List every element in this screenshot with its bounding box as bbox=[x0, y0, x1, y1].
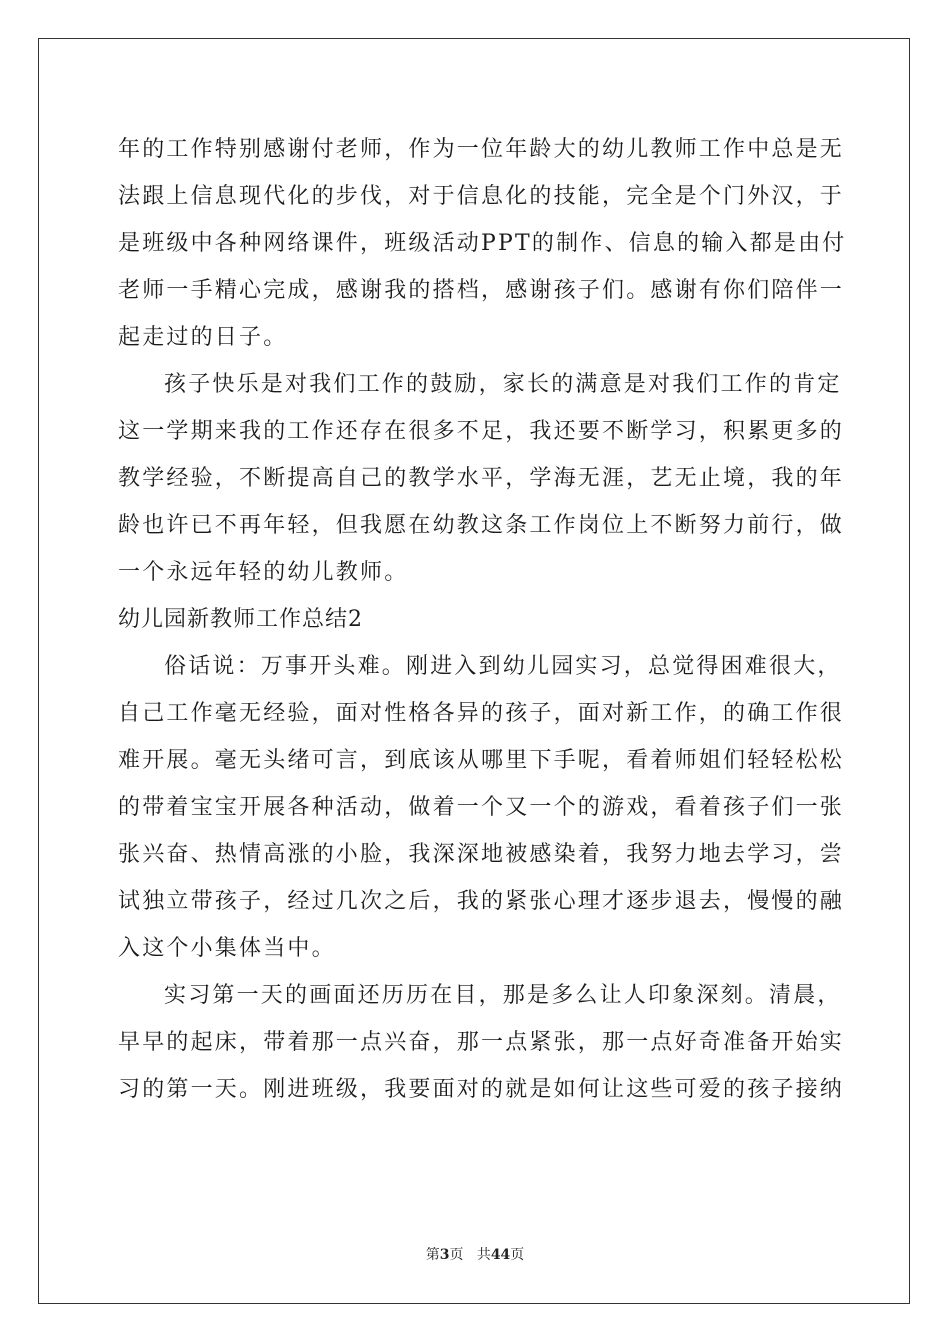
text-line: 试独立带孩子，经过几次之后，我的紧张心理才逐步退去，慢慢的融 bbox=[118, 889, 845, 914]
text-line: 起走过的日子。 bbox=[118, 325, 288, 350]
paragraph-group-1 bbox=[118, 126, 847, 596]
text-line: 习的第一天。刚进班级，我要面对的就是如何让这些可爱的孩子接纳 bbox=[118, 1077, 845, 1102]
paragraph bbox=[118, 361, 845, 596]
text-line: 这一学期来我的工作还存在很多不足，我还要不断学习，积累更多的 bbox=[118, 419, 845, 444]
text-line: 年的工作特别感谢付老师，作为一位年龄大的幼儿教师工作中总是无 bbox=[118, 137, 845, 162]
text-line: 孩子快乐是对我们工作的鼓励，家长的满意是对我们工作的肯定 bbox=[164, 372, 842, 397]
footer-total-pages: 44 bbox=[490, 1247, 511, 1263]
text-line: 自己工作毫无经验，面对性格各异的孩子，面对新工作，的确工作很 bbox=[118, 701, 845, 726]
footer-total-prefix: 共 bbox=[476, 1247, 491, 1263]
page-footer bbox=[0, 1244, 950, 1264]
paragraph bbox=[118, 972, 845, 1113]
document-body bbox=[118, 126, 847, 1113]
text-line: 早早的起床，带着那一点兴奋，那一点紧张，那一点好奇准备开始实 bbox=[118, 1030, 845, 1055]
footer-page-suffix: 页 bbox=[449, 1247, 464, 1263]
paragraph bbox=[118, 126, 847, 361]
footer-page-prefix: 第 bbox=[425, 1247, 440, 1263]
text-line: 的带着宝宝开展各种活动，做着一个又一个的游戏，看着孩子们一张 bbox=[118, 795, 845, 820]
paragraph-group-2 bbox=[118, 643, 845, 1113]
text-line: 实习第一天的画面还历历在目，那是多么让人印象深刻。清晨， bbox=[164, 983, 842, 1008]
text-line: 难开展。毫无头绪可言，到底该从哪里下手呢，看着师姐们轻轻松松 bbox=[118, 748, 845, 773]
text-line: 是班级中各种网络课件，班级活动PPT的制作、信息的输入都是由付 bbox=[118, 231, 847, 256]
text-line: 张兴奋、热情高涨的小脸，我深深地被感染着，我努力地去学习，尝 bbox=[118, 842, 845, 867]
text-line: 入这个小集体当中。 bbox=[118, 936, 336, 961]
text-line: 俗话说：万事开头难。刚进入到幼儿园实习，总觉得困难很大， bbox=[164, 654, 842, 679]
text-line: 老师一手精心完成，感谢我的搭档，感谢孩子们。感谢有你们陪伴一 bbox=[118, 278, 845, 303]
text-line: 教学经验，不断提高自己的教学水平，学海无涯，艺无止境，我的年 bbox=[118, 466, 845, 491]
text-line: 龄也许已不再年轻，但我愿在幼教这条工作岗位上不断努力前行，做 bbox=[118, 513, 845, 538]
section-heading: 幼儿园新教师工作总结2 bbox=[118, 607, 363, 632]
paragraph bbox=[118, 643, 845, 972]
footer-total-suffix: 页 bbox=[510, 1247, 525, 1263]
text-line: 法跟上信息现代化的步伐，对于信息化的技能，完全是个门外汉，于 bbox=[118, 184, 845, 209]
footer-page-number: 3 bbox=[439, 1247, 450, 1263]
text-line: 一个永远年轻的幼儿教师。 bbox=[118, 560, 409, 585]
